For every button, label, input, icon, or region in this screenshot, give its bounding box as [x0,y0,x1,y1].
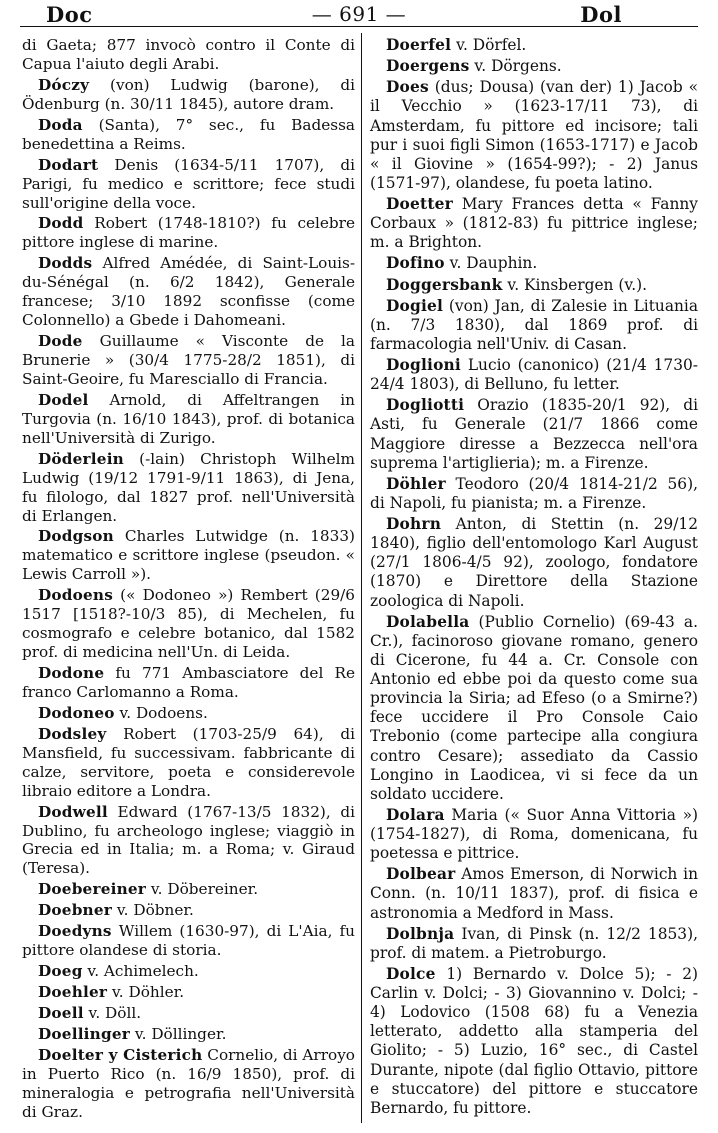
dictionary-entry [370,254,698,273]
dictionary-entry [370,396,698,473]
entry-text: (-lain) Christoph Wilhelm Ludwig (19/12 1791-9/11 1863), di Jena, fu filologo, dal 1827 prof. nell'Università di Erlangen. [22,449,355,525]
dictionary-entry [370,297,698,354]
entry-headword: Doeg [38,962,83,981]
entry-headword: Dodgson [38,527,114,546]
dictionary-entry [370,195,698,252]
page-header [0,0,718,26]
dictionary-entry [370,36,698,55]
dictionary-entry [22,664,355,702]
entry-headword: Doerfel [386,36,452,54]
entry-headword: Dodart [38,155,99,174]
entry-text: Guillaume « Visconte de la Brunerie » (30/4 1775-28/2 1851), di Saint-Geoire, fu Maresciallo di Francia. [22,332,355,388]
entry-text: Robert (1703-25/9 64), di Mansfield, fu successivam. fabbricante di calze, servitore, poeta e considerevole libraio editore a Londra. [22,724,355,800]
entry-headword: Doetter [386,195,453,213]
entry-text: Robert (1748-1810?) fu celebre pittore inglese di marine. [22,214,355,252]
entry-headword: Doglioni [386,356,461,374]
page-number: — 691 — [311,2,407,26]
entry-text: Mary Frances detta « Fanny Corbaux » (1812-83) fu pittrice inglese; m. a Brighton. [370,195,698,252]
dictionary-entry [370,925,698,963]
entry-headword: Doebereiner [38,880,147,899]
dictionary-entry [22,922,355,960]
entry-headword: Döhler [386,474,446,493]
entry-text: (Publio Cornelio) (69-43 a. Cr.), facinoroso giovane romano, genero di Cicerone, fu 44 a. Cr. Console con Antonio ed ebbe poi da questo come sua provincia la Siria; ad Efeso (o a Smirne?) fece uccidere il Pro Console Caio Trebonio (come partecipe alla congiura contro Cesare); assediato da Cassio Longino in Laodicea, vi si fece da un soldato uccidere. [370,612,698,803]
entry-text: (dus; Dousa) (van der) 1) Jacob « il Vecchio » (1623-17/11 73), di Amsterdam, fu pittore ed incisore; tali pur i suoi figli Simon (1653-1717) e Jacob « il Giovine » (1654-99?); - 2) Janus (1571-97), olandese, fu poeta latino. [370,78,698,192]
entry-text: Amos Emerson, di Norwich in Conn. (n. 10/11 1837), prof. di fisica e astronomia a Medford in Mass. [370,865,698,922]
entry-headword: Dodoens [38,586,114,605]
entry-headword: Dodd [38,214,84,233]
entry-headword: Dogliotti [386,396,465,415]
dictionary-entry [22,880,355,899]
dictionary-entry [22,586,355,662]
entry-headword: Doelter y Cisterich [38,1045,203,1064]
entry-headword: Doedyns [38,922,112,941]
entry-text: v. Dodoens. [114,703,208,722]
dictionary-entry [22,76,355,114]
entry-text: v. Dörgens. [469,57,562,76]
entry-text: Alfred Amédée, di Saint-Louis-du-Sénégal (n. 6/2 1842), Generale francese; 3/10 1892 sconfisse (come Colonnello) a Gbede i Dahomeani. [22,254,355,330]
entry-text: v. Dauphin. [444,254,538,273]
entry-headword: Doda [38,115,83,134]
entry-text: fu 771 Ambasciatore del Re franco Carlomanno a Roma. [22,664,355,701]
dictionary-entry [370,965,698,1118]
dictionary-entry [22,527,355,584]
dictionary-entry [22,901,355,920]
entry-headword: Doell [38,1003,84,1022]
entry-headword: Dogiel [386,296,444,315]
dictionary-entry [370,806,698,863]
dictionary-entry [22,1025,355,1044]
entry-headword: Doehler [38,983,108,1001]
column-divider [361,33,362,1123]
entry-text: Ivan, di Pinsk (n. 12/2 1853), prof. di matem. a Pietroburgo. [370,924,698,962]
dictionary-entry [370,276,698,295]
dictionary-entry [370,865,698,922]
entry-text: (« Dodoneo ») Rembert (29/6 1517 [1518?-10/3 85), di Mechelen, fu cosmografo e celebre botanico, dal 1582 prof. di medicina nell'Un. di Leida. [22,586,355,662]
dictionary-entry [22,803,355,879]
entry-headword: Dolbear [386,865,456,884]
entry-text: 1) Bernardo v. Dolce 5); - 2) Carlin v. Dolci; - 3) Giovannino v. Dolci; - 4) Lodovico (1508 68) fu a Venezia letterato, addetto alla stamperia del Giolito; - 5) Luzio, 16° sec., di Castel Durante, nipote (dal figlio Ottavio, pittore e stuccatore) del pittore e stuccatore Bernardo, fu pittore. [370,964,698,1117]
dictionary-entry [22,332,355,389]
entry-headword: Dolabella [386,612,470,631]
entry-headword: Dolara [386,805,445,824]
entry-headword: Dohrn [386,515,442,533]
entry-text: v. Kinsbergen (v.). [502,275,648,294]
right-column [370,36,698,1120]
dictionary-entry [22,450,355,526]
dictionary-entry [22,725,355,801]
entry-text: v. Döbner. [112,901,194,920]
entry-text: Arnold, di Affeltrangen in Turgovia (n. 16/10 1843), prof. di botanica nell'Università di Zurigo. [22,390,355,447]
dictionary-entry [370,475,698,513]
entry-text: v. Döbereiner. [146,880,259,899]
entry-headword: Dolbnja [386,924,455,943]
header-right-guideword: Dol [580,2,622,27]
dictionary-entry [22,1004,355,1023]
entry-headword: Doggersbank [386,275,503,294]
entry-headword: Dodel [38,390,89,409]
dictionary-entry [370,515,698,611]
entry-headword: Dodds [38,254,93,273]
dictionary-entry [22,156,355,213]
entry-headword: Dode [38,332,83,351]
entry-text: v. Dörfel. [451,36,527,54]
entry-headword: Dóczy [38,75,90,94]
entry-text: Willem (1630-97), di L'Aia, fu pittore olandese di storia. [22,922,355,960]
entry-text: (von) Ludwig (barone), di Ödenburg (n. 30/11 1845), autore dram. [22,75,355,113]
dictionary-entry [22,391,355,448]
entry-text: (von) Jan, di Zalesie in Lituania (n. 7/3 1830), dal 1869 prof. di farmacologia nell'Univ. di Casan. [370,296,698,353]
dictionary-entry [22,704,355,723]
entry-headword: Doergens [386,57,470,76]
dictionary-entry [370,57,698,76]
entry-text: v. Döllinger. [129,1024,227,1043]
dictionary-entry [370,78,698,193]
dictionary-entry [22,116,355,154]
dictionary-entry [370,613,698,804]
entry-headword: Döderlein [38,449,124,468]
dictionary-entry [370,356,698,394]
entry-text: Anton, di Stettin (n. 29/12 1840), figlio dell'entomologo Karl August (27/1 1806-4/5 92), zoologo, fondatore (1870) e Direttore della Stazione zoologica di Napoli. [370,515,698,610]
dictionary-entry [22,1046,355,1122]
entry-headword: Dodsley [38,724,107,743]
dictionary-entry [22,983,355,1002]
entry-text: Cornelio, di Arroyo in Puerto Rico (n. 16/9 1850), prof. di mineralogia e petrografia nell'Università di Graz. [22,1045,355,1121]
left-column [22,36,355,1124]
entry-headword: Dolce [386,964,436,983]
entry-text: v. Achimelech. [82,962,199,981]
entry-text: (Santa), 7° sec., fu Badessa benedettina a Reims. [22,115,355,153]
entry-headword: Does [386,78,429,97]
dictionary-entry [22,254,355,330]
entry-text: Orazio (1835-20/1 92), di Asti, fu Generale (21/7 1866 come Maggiore diresse a Bezzecca nell'ora suprema l'artiglieria); m. a Firenze. [370,396,698,472]
entry-headword: Dodoneo [38,703,115,722]
entry-text: Charles Lutwidge (n. 1833) matematico e scrittore inglese (pseudon. « Lewis Carroll »). [22,527,355,584]
entry-text: di Gaeta; 877 invocò contro il Conte di Capua l'aiuto degli Arabi. [22,36,355,73]
entry-text: Maria (« Suor Anna Vittoria ») (1754-1827), di Roma, domenicana, fu poetessa e pittrice. [370,805,698,863]
entry-headword: Dodone [38,664,105,682]
entry-text: v. Döll. [83,1003,142,1022]
entry-text: Denis (1634-5/11 1707), di Parigi, fu medico e scrittore; fece studi sull'origine della voce. [22,155,355,212]
entry-text: Lucio (canonico) (21/4 1730-24/4 1803), di Belluno, fu letter. [370,356,698,394]
entry-headword: Dofino [386,254,445,273]
entry-text: Edward (1767-13/5 1832), di Dublino, fu archeologo inglese; viaggiò in Grecia ed in Italia; m. a Roma; v. Giraud (Teresa). [22,802,355,878]
entry-text: v. Döhler. [107,983,185,1001]
entry-headword: Doebner [38,901,112,920]
dictionary-entry [22,36,355,74]
header-rule [20,26,698,27]
entry-headword: Dodwell [38,802,108,821]
entry-headword: Doellinger [38,1024,130,1043]
entry-text: Teodoro (20/4 1814-21/2 56), di Napoli, fu pianista; m. a Firenze. [370,474,698,512]
dictionary-entry [22,962,355,981]
header-left-guideword: Doc [46,2,93,27]
dictionary-entry [22,214,355,252]
